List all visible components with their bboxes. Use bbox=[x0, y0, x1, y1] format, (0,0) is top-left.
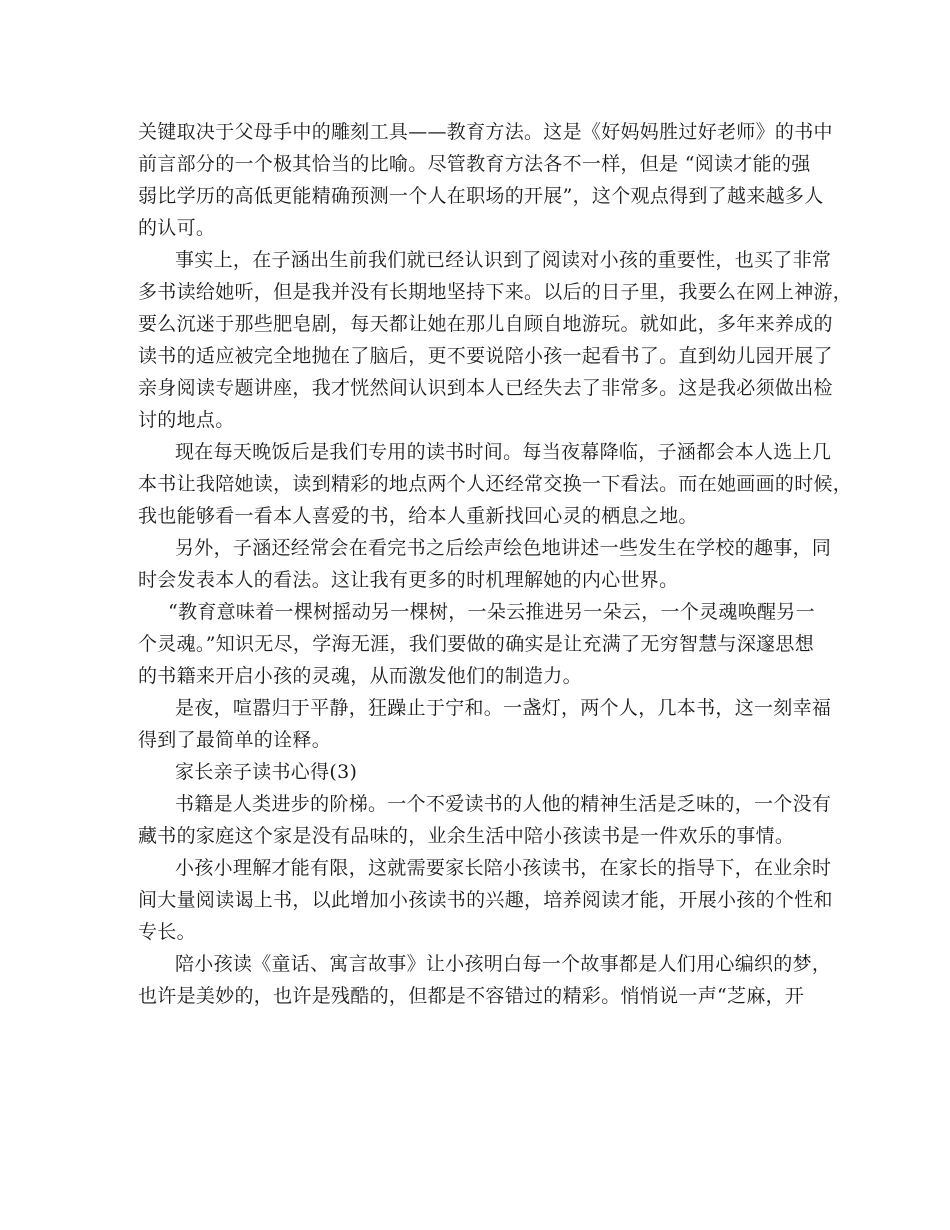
text-line: 藏书的家庭这个家是没有品味的，业余生活中陪小孩读书是一件欢乐的事情。 bbox=[138, 825, 795, 847]
text-line: 弱比学历的高低更能精确预测一个人在职场的开展”，这个观点得到了越来越多人 bbox=[138, 185, 824, 207]
paragraph-start-line: 是夜，喧嚣归于平静，狂躁止于宁和。一盏灯，两个人，几本书，这一刻幸福 bbox=[175, 697, 832, 719]
paragraph-start-line: 陪小孩读《童话、寓言故事》让小孩明白每一个故事都是人们用心编织的梦， bbox=[175, 953, 832, 975]
text-line: 我也能够看一看本人喜爱的书，给本人重新找回心灵的栖息之地。 bbox=[138, 505, 698, 527]
text-line: 个灵魂。”知识无尽，学海无涯，我们要做的确实是让充满了无穷智慧与深邃思想 bbox=[138, 633, 815, 655]
text-line: 讨的地点。 bbox=[138, 409, 235, 431]
text-line: 的书籍来开启小孩的灵魂，从而激发他们的制造力。 bbox=[138, 665, 582, 687]
text-line: 要么沉迷于那些肥皂剧，每天都让她在那儿自顾自地游玩。就如此，多年来养成的 bbox=[138, 313, 833, 335]
text-line: 亲身阅读专题讲座，我才恍然间认识到本人已经失去了非常多。这是我必须做出检 bbox=[138, 377, 833, 399]
paragraph-start-line: 事实上，在子涵出生前我们就已经认识到了阅读对小孩的重要性，也买了非常 bbox=[175, 249, 832, 271]
paragraph-start-line: 另外，子涵还经常会在看完书之后绘声绘色地讲述一些发生在学校的趣事，同 bbox=[175, 537, 832, 559]
text-line: 关键取决于父母手中的雕刻工具——教育方法。这是《好妈妈胜过好老师》的书中 bbox=[138, 121, 833, 143]
paragraph-start-line: “教育意味着一棵树摇动另一棵树，一朵云推进另一朵云，一个灵魂唤醒另一 bbox=[168, 601, 815, 623]
text-line: 多书读给她听，但是我并没有长期地坚持下来。以后的日子里，我要么在网上神游， bbox=[138, 281, 853, 303]
text-line: 读书的适应被完全地抛在了脑后，更不要说陪小孩一起看书了。直到幼儿园开展了 bbox=[138, 345, 833, 367]
text-line: 间大量阅读谒上书，以此增加小孩读书的兴趣，培养阅读才能，开展小孩的个性和 bbox=[138, 889, 833, 911]
document-body bbox=[138, 116, 853, 1012]
paragraph-start-line: 小孩小理解才能有限，这就需要家长陪小孩读书，在家长的指导下，在业余时 bbox=[175, 857, 832, 879]
paragraph-start-line: 现在每天晚饭后是我们专用的读书时间。每当夜幕降临，子涵都会本人选上几 bbox=[175, 441, 832, 463]
text-line: 时会发表本人的看法。这让我有更多的时机理解她的内心世界。 bbox=[138, 569, 679, 591]
text-line: 专长。 bbox=[138, 921, 196, 943]
text-line: 得到了最简单的诠释。 bbox=[138, 729, 332, 751]
text-line: 本书让我陪她读，读到精彩的地点两个人还经常交换一下看法。而在她画画的时候， bbox=[138, 473, 853, 495]
section-heading: 家长亲子读书心得(3) bbox=[175, 761, 358, 783]
text-line: 前言部分的一个极其恰当的比喻。尽管教育方法各不一样，但是 “阅读才能的强 bbox=[138, 153, 811, 175]
text-line: 也许是美妙的，也许是残酷的，但都是不容错过的精彩。悄悄说一声“芝麻，开 bbox=[138, 985, 805, 1007]
text-line: 的认可。 bbox=[138, 217, 216, 239]
paragraph-start-line: 书籍是人类进步的阶梯。一个不爱读书的人他的精神生活是乏味的，一个没有 bbox=[175, 793, 832, 815]
